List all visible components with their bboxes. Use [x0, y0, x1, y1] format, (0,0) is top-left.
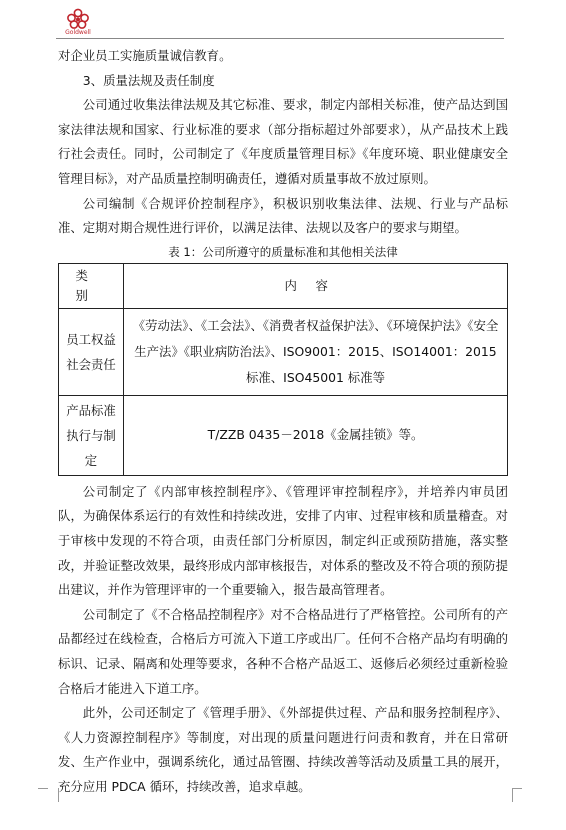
table-row — [59, 308, 508, 395]
logo-icon — [65, 8, 91, 30]
header-category: 类别 — [59, 263, 124, 308]
company-logo — [56, 8, 100, 38]
row-content: T/ZZB 0435－2018《金属挂锁》等。 — [124, 395, 508, 475]
paragraph-5: 公司制定了《不合格品控制程序》对不合格品进行了严格管控。公司所有的产品都经过在线检查，合格后方可流入下道工序或出厂。任何不合格产品均有明确的标识、记录、隔离和处理等要求，各种不合格产品返工、返修后必须经过重新检验合格后才能进入下道工序。 — [58, 606, 508, 696]
margin-mark-right-h — [512, 788, 522, 789]
margin-mark-right — [512, 788, 523, 802]
row-category: 员工权益社会责任 — [59, 308, 124, 395]
paragraph-2: 公司通过收集法律法规及其它标准、要求，制定内部相关标准，使产品达到国家法律法规和国家、行业标准的要求（部分指标超过外部要求），从产品技术上践行社会责任。同时，公司制定了《年度质量管理目标》《年度环境、职业健康安全管理目标》，对产品质量控制明确责任，遵循对质量事故不放过原则。 — [58, 97, 508, 186]
margin-mark-left — [48, 788, 59, 802]
section-heading: 3、质量法规及责任制度 — [82, 72, 215, 88]
logo-brand-text: Goldwell — [65, 29, 91, 36]
paragraph-3: 公司编制《合规评价控制程序》，积极识别收集法律、法规、行业与产品标准、定期对期合规性进行评价，以满足法律、法规以及客户的要求与期望。 — [58, 195, 508, 236]
row-content: 《劳动法》、《工会法》、《消费者权益保护法》、《环境保护法》《安全生产法》《职业病防治法》、ISO9001：2015、ISO14001：2015 标准、ISO45001 标准等 — [124, 308, 508, 395]
table-header-row — [59, 263, 508, 308]
paragraph-0: 对企业员工实施质量诚信教育。 — [58, 48, 232, 63]
header-content: 内容 — [124, 263, 508, 308]
paragraph-4: 公司制定了《内部审核控制程序》、《管理评审控制程序》，并培养内审员团队，为确保体系运行的有效性和持续改进，安排了内审、过程审核和质量稽查。对于审核中发现的不符合项，由责任部门分析原因，制定纠正或预防措施，落实整改，并验证整改效果，最终形成内部审核报告，对体系的整改及不符合项的预防提出建议，并作为管理评审的一个重要输入，报告最高管理者。 — [58, 483, 508, 598]
document-body — [58, 44, 508, 799]
row-category: 产品标准执行与制定 — [59, 395, 124, 475]
paragraph-6: 此外，公司还制定了《管理手册》、《外部提供过程、产品和服务控制程序》、《人力资源控制程序》等制度，对出现的质量问题进行问责和教育，并在日常研发、生产作业中，强调系统化，通过品管圈、持续改善等活动及质量工具的展开，充分应用 PDCA 循环，持续改善，追求卓越。 — [58, 705, 508, 794]
standards-table — [58, 263, 508, 476]
table-row — [59, 395, 508, 475]
table-caption: 表 1：公司所遵守的质量标准和其他相关法律 — [168, 244, 398, 259]
header-rule — [56, 38, 504, 39]
margin-mark-left-h — [38, 788, 48, 789]
